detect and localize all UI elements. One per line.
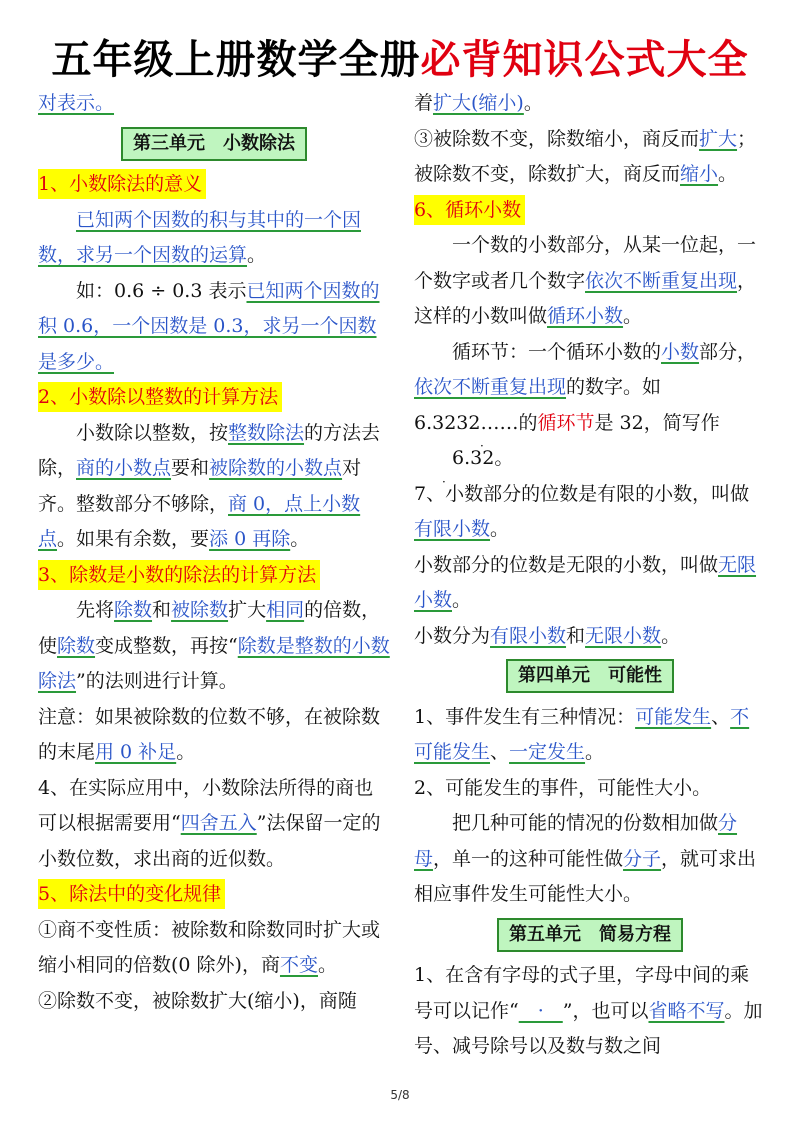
section-6-heading-row bbox=[414, 193, 766, 229]
page-number: 5/8 bbox=[390, 1088, 410, 1102]
run: 。 bbox=[176, 741, 196, 763]
section-5-rule-2 bbox=[38, 984, 390, 1020]
unit4-item-2 bbox=[414, 771, 766, 807]
run: 的数字。如 6.3232……的 bbox=[414, 376, 662, 434]
run: 省略不写 bbox=[648, 999, 725, 1022]
section-2-heading: 2、小数除以整数的计算方法 bbox=[38, 382, 282, 412]
run: 如：0.6 ÷ 0.3 表示 bbox=[76, 279, 247, 302]
run: 扩大(缩小) bbox=[433, 92, 524, 114]
title-part-red: 必背知识公式大全 bbox=[420, 37, 749, 83]
run: 。 bbox=[623, 305, 643, 327]
run: 扩大 bbox=[699, 127, 738, 150]
run: 相同 bbox=[266, 599, 305, 621]
run: 循环小数 bbox=[547, 305, 624, 327]
run: ②除数不变，被除数扩大(缩小)，商随 bbox=[38, 989, 357, 1012]
run: 一定发生 bbox=[509, 741, 586, 763]
run: 有限小数 bbox=[490, 624, 567, 647]
section-3-heading: 3、除数是小数的除法的计算方法 bbox=[38, 560, 320, 590]
continued-text-run: 对表示。 bbox=[38, 92, 115, 114]
section-1-heading-row bbox=[38, 167, 390, 203]
run: 依次不断重复出现 bbox=[585, 269, 738, 292]
run: 。 bbox=[661, 624, 681, 647]
run: 除数 bbox=[57, 634, 96, 657]
run: 、 bbox=[490, 741, 510, 763]
run: 缩小 bbox=[680, 163, 719, 185]
run: 和 bbox=[152, 599, 172, 621]
run: 要和 bbox=[171, 457, 210, 479]
section-1-example bbox=[38, 274, 390, 381]
run: 的倍数，使 bbox=[38, 599, 381, 657]
run: 整数除法 bbox=[228, 421, 305, 444]
run: 小数 bbox=[661, 340, 700, 363]
unit5-item-1 bbox=[414, 958, 766, 1065]
run: ，单一的这种可能性做 bbox=[433, 847, 624, 870]
section-1-heading: 1、小数除法的意义 bbox=[38, 169, 206, 199]
run: 被除数的小数点 bbox=[209, 457, 343, 479]
run: 小数部分的位数是无限的小数，叫做 bbox=[414, 553, 719, 576]
unit3-heading-wrap bbox=[38, 126, 390, 162]
run: 。 bbox=[585, 741, 605, 763]
run: 1、在含有字母的式子里，字母中间的乘号可以记作“ bbox=[414, 964, 750, 1022]
run: 7、小数部分的位数是有限的小数，叫做 bbox=[414, 482, 750, 505]
run: 的方法去除， bbox=[38, 421, 381, 479]
left-column bbox=[38, 86, 390, 1019]
unit4-item-1 bbox=[414, 700, 766, 771]
section-3-heading-row bbox=[38, 558, 390, 594]
continued-text bbox=[38, 86, 390, 122]
unit4-heading: 第四单元 可能性 bbox=[506, 659, 674, 693]
page-title bbox=[0, 36, 800, 84]
run: 四舍五入 bbox=[180, 812, 257, 834]
run: 小数分为 bbox=[414, 624, 491, 647]
run: 。 bbox=[523, 92, 543, 114]
run: 是 32，简写作 bbox=[594, 411, 720, 434]
run: ，就可求出相应事件发生可能性大小。 bbox=[414, 847, 757, 905]
run: 分子 bbox=[623, 847, 662, 870]
run: 。 bbox=[317, 954, 337, 976]
run: 变成整数，再按“ bbox=[95, 634, 238, 657]
section-5-heading: 5、除法中的变化规律 bbox=[38, 879, 225, 909]
run: 对齐。整数部分不够除， bbox=[38, 457, 362, 515]
run: 部分， bbox=[699, 340, 757, 363]
infinite-decimal-text bbox=[414, 548, 766, 619]
run: ①商不变性质：被除数和除数同时扩大或缩小相同的倍数(0 除外)，商 bbox=[38, 918, 381, 976]
section-6-heading: 6、循环小数 bbox=[414, 195, 525, 225]
section-1-text bbox=[38, 203, 390, 274]
rule-3 bbox=[414, 122, 766, 193]
repeating-decimal-notation: 6.32 · · bbox=[414, 441, 494, 477]
title-part-black: 五年级上册数学全册 bbox=[51, 37, 421, 83]
unit5-heading-wrap bbox=[414, 917, 766, 953]
section-2-heading-row bbox=[38, 380, 390, 416]
run: 。 bbox=[290, 528, 310, 550]
run: 。加号、减号除号以及数与数之间 bbox=[414, 999, 763, 1057]
run: 着 bbox=[414, 92, 434, 114]
run: 分母 bbox=[414, 812, 738, 870]
unit4-heading-wrap bbox=[414, 658, 766, 694]
rule-2-continued bbox=[414, 86, 766, 122]
run: 注意：如果被除数的位数不够，在被除数的末尾 bbox=[38, 705, 381, 763]
run: 。 bbox=[494, 447, 514, 469]
run: 不可能发生 bbox=[414, 705, 750, 763]
run: 商的小数点 bbox=[76, 457, 172, 479]
run: 和 bbox=[566, 624, 586, 647]
run: 除数是整数的小数除法 bbox=[38, 634, 390, 692]
run: 无限小数 bbox=[414, 553, 757, 611]
run: 不变 bbox=[279, 954, 318, 976]
run: 。 bbox=[247, 244, 267, 266]
run: 。 bbox=[490, 518, 510, 540]
run: ③被除数不变，除数缩小，商反而 bbox=[414, 127, 700, 150]
run: 一个数的小数部分，从某一位起，一个数字或者几个数字 bbox=[414, 234, 757, 292]
run: ”的法则进行计算。 bbox=[76, 670, 238, 692]
unit5-heading: 第五单元 简易方程 bbox=[497, 918, 683, 952]
section-2-text bbox=[38, 416, 390, 558]
section-3-text bbox=[38, 593, 390, 700]
run: 有限小数 bbox=[414, 518, 491, 540]
run: 。如果有余数，要 bbox=[57, 528, 210, 550]
run: 2、可能发生的事件，可能性大小。 bbox=[414, 776, 712, 799]
run: 把几种可能的情况的份数相加做 bbox=[452, 812, 719, 834]
run: 循环节 bbox=[537, 411, 595, 434]
run: 依次不断重复出现 bbox=[414, 376, 567, 398]
run: 无限小数 bbox=[585, 624, 662, 647]
section-4-text bbox=[38, 771, 390, 878]
unit4-explain bbox=[414, 806, 766, 913]
run: ，这样的小数叫做 bbox=[414, 269, 757, 327]
run: ；被除数不变，除数扩大，商反而 bbox=[414, 127, 757, 185]
run: 、 bbox=[711, 705, 731, 728]
run: 除数 bbox=[114, 599, 153, 621]
unit3-heading: 第三单元 小数除法 bbox=[121, 127, 307, 161]
section-6-text bbox=[414, 228, 766, 335]
run: 已知两个因数的积与其中的一个因数，求另一个因数的运算 bbox=[38, 208, 362, 266]
run: 已知两个因数的积 0.6，一个因数是 0.3，求另一个因数是多少。 bbox=[38, 279, 380, 373]
decimal-types-text bbox=[414, 619, 766, 655]
run: 。 bbox=[452, 589, 472, 611]
run: 循环节：一个循环小数的 bbox=[452, 340, 662, 363]
run: ”，也可以 bbox=[562, 999, 649, 1022]
run: 可能发生 bbox=[635, 705, 712, 728]
section-5-heading-row bbox=[38, 877, 390, 913]
run: 扩大 bbox=[228, 599, 267, 621]
right-column bbox=[414, 86, 766, 1065]
run: 添 0 再除 bbox=[209, 528, 291, 550]
run: 被除数 bbox=[171, 599, 229, 621]
run: 小数除以整数，按 bbox=[76, 421, 229, 444]
run: 。 bbox=[718, 163, 738, 185]
run: 用 0 补足 bbox=[95, 741, 177, 763]
run: · bbox=[518, 999, 563, 1022]
run: 先将 bbox=[76, 599, 115, 621]
run: 1、事件发生有三种情况： bbox=[414, 705, 636, 728]
run: 商 0，点上小数点 bbox=[38, 492, 361, 550]
section-6-cycle bbox=[414, 335, 766, 477]
run: ”法保留一定的小数位数，求出商的近似数。 bbox=[38, 812, 381, 870]
run: 4、在实际应用中，小数除法所得的商也可以根据需要用“ bbox=[38, 776, 374, 834]
section-3-note bbox=[38, 700, 390, 771]
section-5-rule-1 bbox=[38, 913, 390, 984]
